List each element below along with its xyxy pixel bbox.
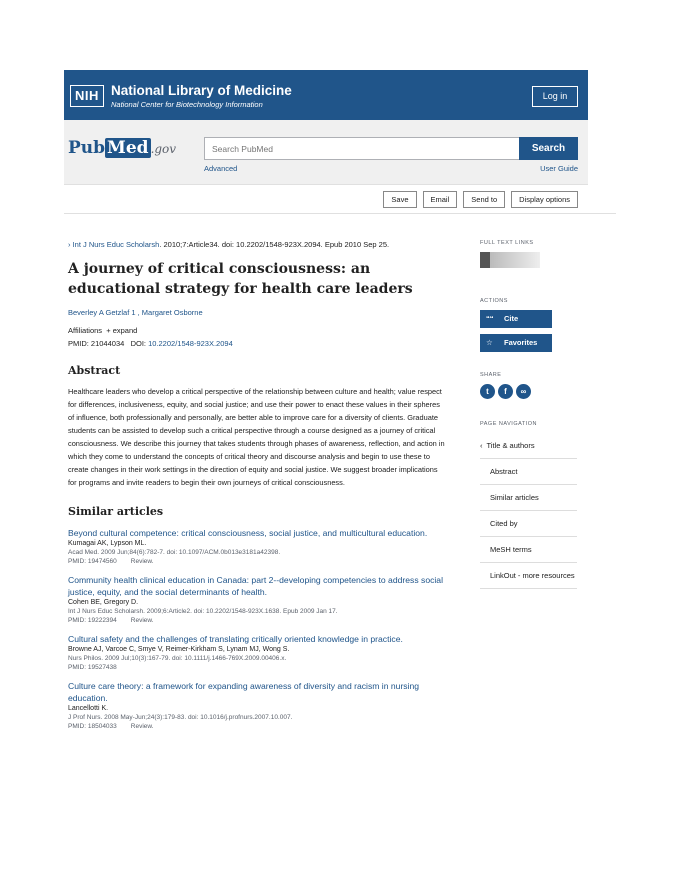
similar-article <box>68 527 448 565</box>
similar-articles-heading: Similar articles <box>68 505 164 518</box>
pmid-value: PMID: 18504033 <box>68 723 117 730</box>
similar-article-authors: Cohen BE, Gregory D. <box>68 599 139 606</box>
article-title: A journey of critical consciousness: an educational strategy for health care leaders <box>68 261 413 297</box>
similar-article-citation: Nurs Philos. 2009 Jul;10(3):167-79. doi: 10.1111/j.1466-769X.2009.00406.x. <box>68 655 287 662</box>
similar-article-pmid <box>68 617 448 624</box>
favorites-label: Favorites <box>504 338 538 347</box>
nav-linkout[interactable]: LinkOut - more resources <box>480 563 577 589</box>
logo-med: Med <box>107 138 149 158</box>
page-navigation-label: PAGE NAVIGATION <box>480 421 538 427</box>
review-badge: Review. <box>130 617 154 624</box>
share-icons <box>480 384 590 399</box>
similar-article-citation: Acad Med. 2009 Jun;84(6):782-7. doi: 10.1097/ACM.0b013e3181a42398. <box>68 549 281 556</box>
nav-cited-by[interactable]: Cited by <box>480 511 577 537</box>
doi-link[interactable]: 10.2202/1548-923X.2094 <box>148 339 233 348</box>
toolbar-divider <box>64 213 616 214</box>
publisher-logo[interactable] <box>480 252 540 268</box>
journal-chevron-icon: › <box>68 240 73 249</box>
logo-gov: .gov <box>150 142 177 156</box>
similar-article-pmid <box>68 558 448 565</box>
nlm-subtitle: National Center for Biotechnology Information <box>111 100 263 109</box>
save-button[interactable]: Save <box>383 191 416 208</box>
similar-article-pmid <box>68 664 448 671</box>
similar-article <box>68 574 448 624</box>
cite-label: Cite <box>504 314 519 323</box>
doi-label: DOI: <box>130 339 146 348</box>
send-to-button[interactable]: Send to <box>463 191 505 208</box>
pmid-value: PMID: 19222394 <box>68 617 117 624</box>
twitter-icon[interactable]: t <box>480 384 495 399</box>
quote-icon: ““ <box>486 314 494 323</box>
link-icon[interactable]: ∞ <box>516 384 531 399</box>
logo-pub: Pub <box>68 138 106 158</box>
nav-mesh-terms[interactable]: MeSH terms <box>480 537 577 563</box>
pmid-value: PMID: 19474560 <box>68 558 117 565</box>
email-button[interactable]: Email <box>423 191 458 208</box>
affiliations-label: Affiliations <box>68 326 103 335</box>
expand-label: expand <box>112 326 138 335</box>
article-main <box>68 240 448 730</box>
favorites-button[interactable] <box>480 334 552 352</box>
similar-article-pmid <box>68 723 448 730</box>
search-header <box>64 120 588 185</box>
nav-similar-articles[interactable]: Similar articles <box>480 485 577 511</box>
plus-icon: + <box>104 326 113 335</box>
nlm-title[interactable]: National Library of Medicine <box>111 83 292 98</box>
chevron-left-icon: ‹ <box>480 441 483 450</box>
affiliations <box>68 326 448 335</box>
nav-label: Title & authors <box>486 441 535 450</box>
pmid: PMID: 21044034 <box>68 339 125 348</box>
full-text-links-label: FULL TEXT LINKS <box>480 240 534 246</box>
pubmed-logo[interactable] <box>68 138 176 158</box>
star-icon: ☆ <box>486 338 493 347</box>
advanced-link[interactable]: Advanced <box>204 164 238 173</box>
similar-article-authors: Lancellotti K. <box>68 705 109 712</box>
nih-logo[interactable]: NIH <box>70 85 104 107</box>
similar-article-title[interactable]: Cultural safety and the challenges of translating critically oriented knowledge in practice. <box>68 634 403 644</box>
pmid-value: PMID: 19527438 <box>68 664 117 671</box>
review-badge: Review. <box>130 558 154 565</box>
pubmed-page <box>64 70 588 730</box>
search-input[interactable] <box>204 137 520 160</box>
page-navigation <box>480 433 590 589</box>
citation-details: . 2010;7:Article34. doi: 10.2202/1548-923X.2094. Epub 2010 Sep 25. <box>159 240 390 249</box>
similar-article-title[interactable]: Community health clinical education in Canada: part 2--developing competencies to address social justice, equity, and the social determinants of health. <box>68 575 443 597</box>
user-guide-link[interactable]: User Guide <box>540 164 578 173</box>
journal-citation <box>68 240 448 249</box>
article-toolbar <box>383 191 578 208</box>
share-label: SHARE <box>480 372 502 378</box>
abstract-text: Healthcare leaders who develop a critical perspective of the relationship between culture and health; value respect for differences, inclusiveness, equity, and social justice; and use their power to enact these values in their spheres of influence, both professionally and personally, are better able to improve care for a diversity of clients. Graduate students can be assisted to develop such a critical perspective through a course designed as a journey of critical consciousness. We describe this journey that takes students through phases of awareness, reflection, and action in which they come to understand the concepts of critical theory and discourse analysis and begin to use these to create changes in their work settings in the direction of equity and social justice. We suggest broader implications for programs and invite readers to begin their own journeys of critical consciousness. <box>68 387 445 487</box>
journal-link[interactable]: Int J Nurs Educ Scholarsh <box>72 240 160 249</box>
similar-article-authors: Browne AJ, Varcoe C, Smye V, Reimer-Kirkham S, Lynam MJ, Wong S. <box>68 646 290 653</box>
similar-article-title[interactable]: Beyond cultural competence: critical consciousness, social justice, and multicultural education. <box>68 528 428 538</box>
similar-article-title[interactable]: Culture care theory: a framework for expanding awareness of diversity and racism in nursing education. <box>68 681 420 703</box>
cite-button[interactable] <box>480 310 552 328</box>
nav-abstract[interactable]: Abstract <box>480 459 577 485</box>
display-options-button[interactable]: Display options <box>511 191 578 208</box>
facebook-icon[interactable]: f <box>498 384 513 399</box>
similar-article <box>68 633 448 671</box>
nlm-banner <box>64 70 588 120</box>
similar-article-citation: J Prof Nurs. 2008 May-Jun;24(3):179-83. doi: 10.1016/j.profnurs.2007.10.007. <box>68 714 293 721</box>
article-ids <box>68 339 448 348</box>
similar-article <box>68 680 448 730</box>
actions-label: ACTIONS <box>480 298 508 304</box>
similar-article-citation: Int J Nurs Educ Scholarsh. 2009;6:Article2. doi: 10.2202/1548-923X.1638. Epub 2009 Jan 17. <box>68 608 338 615</box>
nav-title-authors[interactable] <box>480 433 577 459</box>
similar-article-authors: Kumagai AK, Lypson ML. <box>68 540 147 547</box>
expand-toggle[interactable] <box>104 326 137 335</box>
login-button[interactable]: Log in <box>532 86 578 107</box>
author-list[interactable]: Beverley A Getzlaf 1 , Margaret Osborne <box>68 308 203 317</box>
article-sidebar <box>480 240 590 589</box>
abstract-heading: Abstract <box>68 364 121 377</box>
search-button[interactable]: Search <box>519 137 578 160</box>
review-badge: Review. <box>130 723 154 730</box>
